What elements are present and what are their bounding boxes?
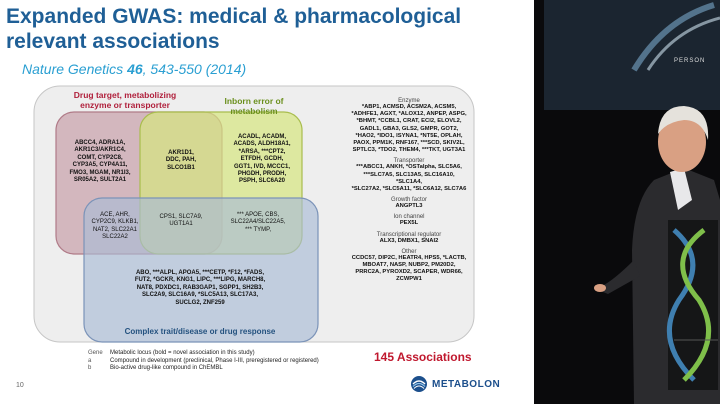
genes-drug-complex: ACE, AHR, CYP2C9, KLKB1, NAT2, SLC22A1 SLC22A2 xyxy=(91,212,139,241)
legend-row xyxy=(88,350,319,358)
section-body: ***ABCC1, ANKH, *OSTalpha, SLC5A6, ***SLC7A5, SLC13A5, SLC16A10, *SLC1A4, *SLC27A2, *SLC5A11, *SLC6A12, SLC7A6 xyxy=(351,164,467,193)
legend-key: b xyxy=(88,365,92,372)
legend-text: Bio-active drug-like compound in ChEMBL xyxy=(110,365,223,372)
section-heading: Enzyme xyxy=(398,98,420,104)
section-body: ANGPTL3 xyxy=(395,203,423,210)
section-body: *ABP1, ACMSD, ACSM2A, ACSM5, *ADHFE1, AGXT, *ALOX12, ANPEP, ASPG, *BHMT, *CCBL1, CRAT, ECI2, ELOVL2, GADL1, GBA3, GLS2, GMPR, GOT2, *HAO2, *IDO1, ISYNA1, *NT5E, OPLAH, PAOX, PPM1K, RNF167, ***SCD, SKIV2L, SPTLC3, *TDO2, THEM4, ***TKT, UGT3A1 xyxy=(351,104,467,154)
section-growth-factor xyxy=(350,197,468,210)
dna-helix-icon xyxy=(654,220,720,390)
legend-row xyxy=(88,365,319,373)
citation-pages: , 543-550 (2014) xyxy=(142,61,247,77)
complex-trait-label: Complex trait/disease or drug response xyxy=(124,327,276,336)
genes-inborn-complex: *** APOE, CBS, SLC22A4/SLC22A5, *** TYMP, xyxy=(230,212,286,233)
genes-all-three: CPS1, SLC7A9, UGT1A1 xyxy=(159,214,203,228)
right-column xyxy=(350,94,468,284)
metabolon-logo-icon xyxy=(410,375,428,393)
legend-text: Metabolic locus (bold = novel association in this study) xyxy=(110,350,255,356)
genes-complex-only: ABO, ***ALPL, APOA5, ***CETP, *F12, *FADS, FUT2, *GCKR, KNG1, LIPC, ***LIPG, MARCH8, NAT8, PDXDC1, RAB3GAP1, SGPP1, SH2B3, SLC2A9, SLC16A9, *SLC5A13, SLC17A3, SUCLG2, ZNF259 xyxy=(134,270,266,306)
genes-inborn-only: ACADL, ACADM, ACADS, ALDH18A1, *ARSA, ***CPT2, ETFDH, GCDH, GGT1, IVD, MCCC1, PHGDH, PRODH, PSPH, SLC6A20 xyxy=(233,134,291,185)
legend-row xyxy=(88,358,319,366)
metabolon-logo-text: METABOLON xyxy=(432,378,501,390)
citation xyxy=(22,61,246,77)
citation-volume: 46 xyxy=(127,61,143,77)
stage-photo xyxy=(534,0,720,404)
section-other xyxy=(350,249,468,284)
section-heading: Ion channel xyxy=(393,214,425,221)
section-heading: Other xyxy=(401,248,417,255)
section-body: PEX5L xyxy=(399,220,419,227)
section-body: ALX3, DMBX1, SNAI2 xyxy=(379,237,439,244)
drug-target-label: Drug target, metabolizing enzyme or transporter xyxy=(73,90,177,110)
section-transporter xyxy=(350,158,468,193)
section-heading: Transcriptional regulator xyxy=(376,231,442,238)
genes-drug-only: ABCC4, ADRA1A, AKR1C3/AKR1C4, COMT, CYP2C8, CYP3A5, CYP4A11, FMO3, MGAM, NR1I3, SR05A2, SULT2A1 xyxy=(69,140,131,184)
slide-title: Expanded GWAS: medical & pharmacological relevant associations xyxy=(6,5,462,53)
legend-key: a xyxy=(88,357,92,364)
section-ion-channel xyxy=(350,214,468,227)
section-heading: Growth factor xyxy=(390,197,427,204)
section-body: CCDC57, DIP2C, HEATR4, HPS5, *LACTB, MBOAT7, NASP, NUBP2, PM20D2, PRRC2A, PYROXD2, SCAPER, WDR66, ZCWPW1 xyxy=(351,254,467,283)
legend xyxy=(88,350,319,373)
inborn-error-label: Inborn error of metabolism xyxy=(224,96,284,116)
venn-diagram xyxy=(0,82,534,344)
page-number: 10 xyxy=(16,382,24,389)
legend-text: Compound in development (preclinical, Phase I-III, preregistered or registered) xyxy=(110,357,319,364)
section-enzyme xyxy=(350,98,468,154)
metabolon-logo xyxy=(410,375,500,393)
section-heading: Transporter xyxy=(393,158,425,165)
section-transcriptional-regulator xyxy=(350,232,468,245)
screen-text: PERSON xyxy=(674,58,706,64)
associations-count: 145 Associations xyxy=(374,350,472,364)
genes-drug-inborn: AKR1D1, DDC, PAH, SLCO1B1 xyxy=(165,150,197,171)
citation-journal: Nature Genetics xyxy=(22,61,124,77)
legend-key: Gene xyxy=(88,350,103,356)
